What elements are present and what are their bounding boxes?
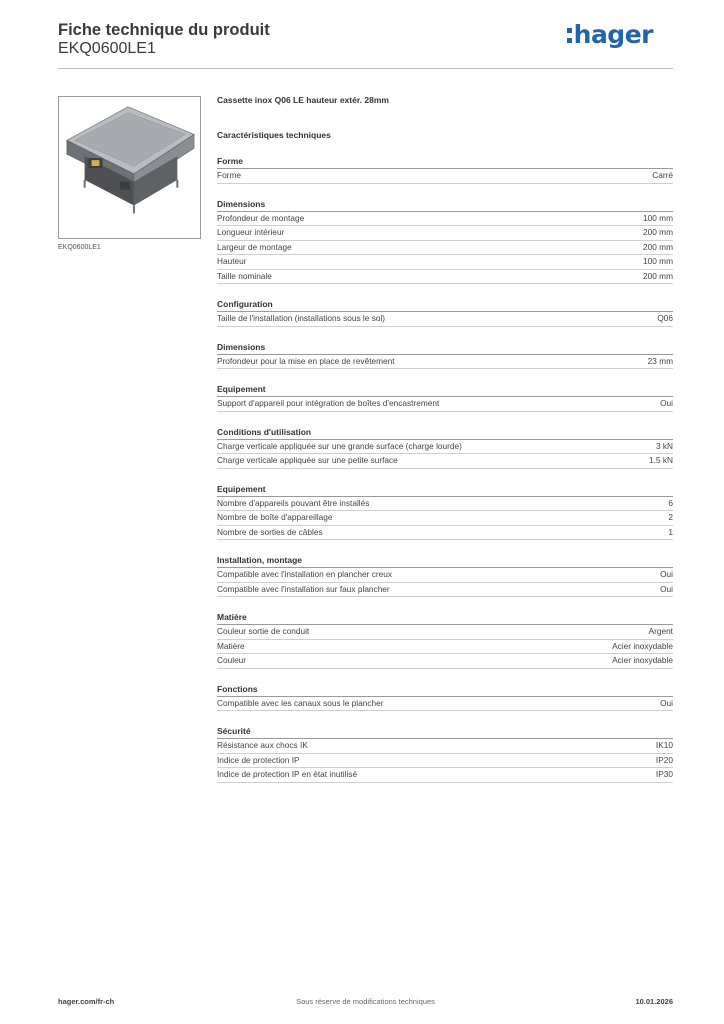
spec-label: Compatible avec les canaux sous le plancher — [217, 697, 384, 708]
spec-value: 200 mm — [643, 227, 673, 237]
spec-value: Carré — [652, 170, 673, 180]
spec-value: Argent — [648, 626, 673, 636]
spec-row — [217, 754, 673, 769]
spec-label: Profondeur de montage — [217, 212, 305, 223]
header-divider — [58, 68, 673, 69]
spec-label: Compatible avec l'installation sur faux plancher — [217, 583, 390, 594]
logo-text: hager — [573, 19, 653, 49]
document-title: Fiche technique du produit — [58, 21, 270, 39]
spec-row — [217, 241, 673, 256]
spec-row — [217, 212, 673, 227]
spec-label: Nombre de boîte d'appareillage — [217, 512, 333, 522]
spec-group — [217, 384, 673, 412]
spec-label: Indice de protection IP en état inutilisé — [217, 769, 358, 779]
spec-group — [217, 299, 673, 327]
spec-group — [217, 555, 673, 597]
spec-label: Couleur sortie de conduit — [217, 626, 310, 636]
spec-value: 3 kN — [655, 440, 673, 451]
spec-row — [217, 511, 673, 526]
spec-value: 23 mm — [647, 355, 673, 366]
spec-value: 2 — [668, 512, 673, 522]
spec-group — [217, 342, 673, 370]
spec-row — [217, 497, 673, 512]
product-image — [58, 96, 201, 239]
spec-value: 200 mm — [643, 241, 673, 252]
spec-label: Taille nominale — [217, 270, 272, 281]
logo-dots-icon — [567, 28, 572, 43]
spec-label: Nombre d'appareils pouvant être installés — [217, 497, 370, 508]
spec-heading: Caractéristiques techniques — [217, 130, 331, 140]
spec-row — [217, 640, 673, 655]
spec-value: Acier inoxydable — [612, 640, 673, 651]
spec-row — [217, 583, 673, 598]
product-name: Cassette inox Q06 LE hauteur extér. 28mm — [217, 95, 389, 105]
spec-label: Support d'appareil pour intégration de boîtes d'encastrement — [217, 398, 440, 408]
hager-logo — [567, 19, 653, 49]
spec-group-title: Matière — [217, 612, 673, 625]
spec-row — [217, 397, 673, 412]
spec-label: Largeur de montage — [217, 241, 292, 252]
spec-row — [217, 270, 673, 285]
spec-label: Charge verticale appliquée sur une grande surface (charge lourde) — [217, 440, 462, 451]
spec-value: 100 mm — [643, 212, 673, 223]
page-footer — [58, 997, 673, 1011]
spec-label: Charge verticale appliquée sur une petite surface — [217, 455, 398, 465]
spec-row — [217, 312, 673, 327]
spec-row — [217, 454, 673, 469]
spec-value: 1 — [668, 526, 673, 537]
spec-group-title: Forme — [217, 156, 673, 169]
spec-row — [217, 739, 673, 754]
spec-groups — [217, 156, 673, 783]
footer-website: hager.com/fr-ch — [58, 997, 115, 1006]
spec-group — [217, 684, 673, 712]
spec-row — [217, 768, 673, 783]
image-caption: EKQ0600LE1 — [58, 244, 101, 251]
spec-group-title: Installation, montage — [217, 555, 673, 568]
spec-group-title: Dimensions — [217, 342, 673, 355]
spec-value: 1.5 kN — [649, 455, 673, 465]
spec-group — [217, 612, 673, 669]
spec-label: Matière — [217, 640, 245, 651]
product-reference: EKQ0600LE1 — [58, 40, 156, 57]
spec-label: Nombre de sorties de câbles — [217, 526, 323, 537]
spec-group — [217, 726, 673, 783]
spec-label: Compatible avec l'installation en plancher creux — [217, 569, 392, 579]
spec-row — [217, 625, 673, 640]
spec-row — [217, 169, 673, 184]
spec-group — [217, 427, 673, 469]
spec-row — [217, 226, 673, 241]
spec-value: Oui — [660, 569, 673, 579]
spec-group-title: Sécurité — [217, 726, 673, 739]
spec-value: IK10 — [655, 740, 673, 750]
spec-label: Longueur intérieur — [217, 227, 285, 237]
product-details — [217, 95, 673, 783]
spec-label: Indice de protection IP — [217, 754, 300, 765]
spec-group — [217, 484, 673, 541]
spec-group-title: Equipement — [217, 484, 673, 497]
spec-group-title: Configuration — [217, 299, 673, 312]
spec-value: IP20 — [655, 754, 673, 765]
spec-value: 200 mm — [643, 270, 673, 281]
spec-label: Taille de l'installation (installations sous le sol) — [217, 313, 386, 323]
page-header — [58, 21, 673, 69]
spec-row — [217, 255, 673, 270]
spec-group-title: Equipement — [217, 384, 673, 397]
spec-row — [217, 355, 673, 370]
spec-label: Hauteur — [217, 256, 247, 266]
spec-row — [217, 568, 673, 583]
spec-row — [217, 654, 673, 669]
spec-value: IP30 — [655, 769, 673, 779]
spec-row — [217, 440, 673, 455]
spec-value: Oui — [660, 583, 673, 594]
spec-group — [217, 156, 673, 184]
spec-value: Q06 — [657, 313, 673, 323]
spec-group-title: Conditions d'utilisation — [217, 427, 673, 440]
footer-disclaimer: Sous réserve de modifications techniques — [296, 997, 435, 1006]
spec-value: Acier inoxydable — [612, 655, 673, 665]
spec-value: 6 — [668, 497, 673, 508]
spec-label: Profondeur pour la mise en place de revêtement — [217, 355, 395, 366]
spec-label: Résistance aux chocs IK — [217, 740, 308, 750]
footer-date: 10.01.2026 — [635, 997, 673, 1006]
spec-group-title: Dimensions — [217, 199, 673, 212]
spec-group — [217, 199, 673, 285]
spec-group-title: Fonctions — [217, 684, 673, 697]
spec-value: Oui — [660, 697, 673, 708]
spec-row — [217, 697, 673, 712]
spec-label: Couleur — [217, 655, 247, 665]
spec-value: Oui — [660, 398, 673, 408]
spec-value: 100 mm — [643, 256, 673, 266]
spec-label: Forme — [217, 170, 241, 180]
spec-row — [217, 526, 673, 541]
